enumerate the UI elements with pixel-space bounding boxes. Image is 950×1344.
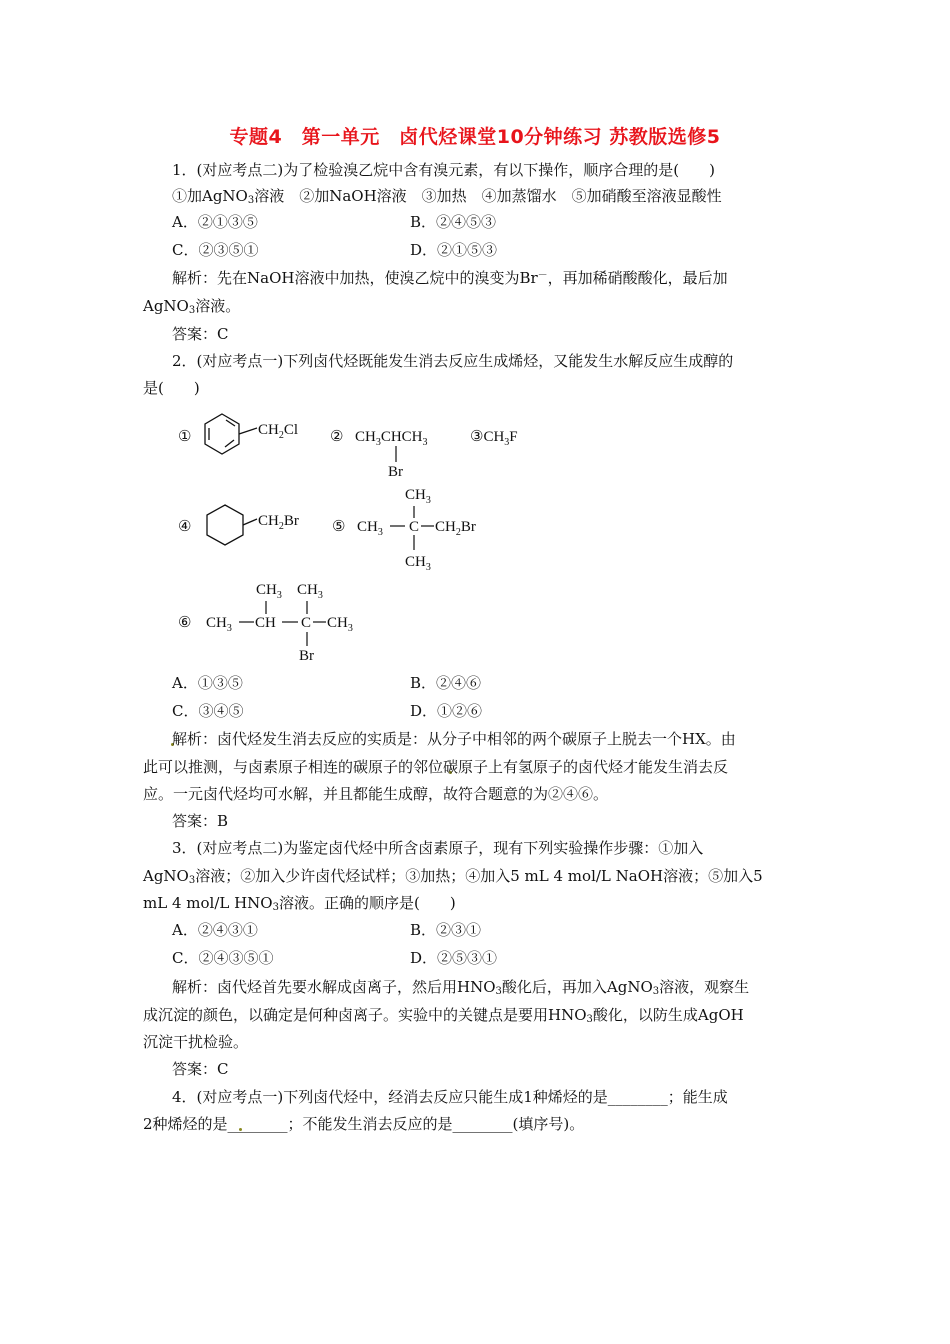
q3-explanation-3: 沉淀干扰检验。 — [143, 1033, 249, 1051]
q1-option-c: C．②③⑤① — [172, 241, 259, 259]
q1-operations: ①加AgNO$_3$溶液 ②加NaOH溶液 ③加热 ④加蒸馏水 ⑤加硝酸至溶液显酸性 — [172, 187, 722, 206]
q2-option-b: B．②④⑥ — [410, 674, 482, 692]
structure-4-group: $CH_2Br$ — [258, 513, 299, 532]
structure-6-top-2: $CH_3$ — [297, 582, 323, 601]
q2-explanation-3: 应。一元卤代烃均可水解，并且都能生成醇，故符合题意的为②④⑥。 — [143, 785, 609, 803]
structure-6-carbon: C — [301, 615, 312, 631]
q3-option-c: C．②④③⑤① — [172, 949, 274, 967]
structure-5-right: $CH_2Br$ — [435, 519, 476, 538]
q2-stem-2: 是( ) — [143, 379, 200, 397]
structure-2-br: Br — [388, 464, 403, 480]
benzene-ring — [205, 414, 257, 454]
q2-option-d: D．①②⑥ — [410, 702, 483, 720]
cyclohexane-ring — [207, 505, 257, 545]
q2-option-a: A．①③⑤ — [172, 674, 243, 692]
q1-explanation-2: AgNO$_3$溶液。 — [143, 297, 241, 316]
structure-5-number: ⑤ — [332, 519, 346, 535]
q3-explanation-1: 解析：卤代烃首先要水解成卤离子，然后用$HNO_3$酸化后，再加入AgNO$_3$溶液，观察生 — [172, 978, 750, 997]
q1-option-b: B．②④⑤③ — [410, 213, 497, 231]
q1-option-a: A．②①③⑤ — [172, 213, 258, 231]
structure-5-carbon: C — [409, 519, 420, 535]
q2-explanation-1: 解析：卤代烃发生消去反应的实质是：从分子中相邻的两个碳原子上脱去一个HX。由 — [172, 730, 736, 748]
q2-explanation-2: 此可以推测，与卤素原子相连的碳原子的邻位碳原子上有氢原子的卤代烃才能发生消去反 — [143, 758, 729, 776]
q3-stem-3: mL 4 mol/L $HNO_3$溶液。正确的顺序是( ) — [143, 894, 456, 913]
q3-stem-2: AgNO$_3$溶液；②加入少许卤代烃试样；③加热；④加入5 mL 4 mol/L NaOH溶液；⑤加入5 — [143, 867, 763, 886]
q1-answer: 答案：C — [172, 325, 229, 343]
q3-stem-1: 3．(对应考点二)为鉴定卤代烃中所含卤素原子，现有下列实验操作步骤：①加入 — [172, 839, 704, 857]
q2-structures — [0, 405, 950, 670]
q3-option-d: D．②⑤③① — [410, 949, 498, 967]
q2-option-c: C．③④⑤ — [172, 702, 244, 720]
structure-5-top: $CH_3$ — [405, 487, 431, 506]
q3-explanation-2: 成沉淀的颜色，以确定是何种卤离子。实验中的关键点是要用$HNO_3$酸化，以防生成AgOH — [143, 1006, 744, 1025]
structure-5-bottom: $CH_3$ — [405, 554, 431, 573]
q3-answer: 答案：C — [172, 1060, 229, 1078]
structure-6-top-1: $CH_3$ — [256, 582, 282, 601]
q1-option-d: D．②①⑤③ — [410, 241, 498, 259]
q3-option-a: A．②④③① — [172, 921, 258, 939]
structure-1-group: $CH_2Cl$ — [258, 422, 299, 441]
structure-5-left: $CH_3$ — [357, 519, 383, 538]
structure-4-number: ④ — [178, 519, 192, 535]
page-title: 专题4 第一单元 卤代烃课堂10分钟练习 苏教版选修5 — [229, 126, 721, 148]
structure-2-main: $CH_3CHCH_3$ — [355, 429, 428, 448]
q4-stem-1: 4．(对应考点一)下列卤代烃中，经消去反应只能生成1种烯烃的是________；能生成 — [172, 1088, 728, 1106]
structure-2-number: ② — [330, 429, 344, 445]
structure-6-number: ⑥ — [178, 615, 192, 631]
q1-explanation-1: 解析：先在NaOH溶液中加热，使溴乙烷中的溴变为Br－，再加稀硝酸酸化，最后加 — [172, 269, 728, 287]
q2-stem-1: 2．(对应考点一)下列卤代烃既能发生消去反应生成烯烃，又能发生水解反应生成醇的 — [172, 352, 734, 370]
q3-option-b: B．②③① — [410, 921, 482, 939]
structure-6-ch: CH — [255, 615, 276, 631]
structure-1-number: ① — [178, 429, 192, 445]
structure-6-left: $CH_3$ — [206, 615, 232, 634]
q2-answer: 答案：B — [172, 812, 229, 830]
q1-stem: 1．(对应考点二)为了检验溴乙烷中含有溴元素，有以下操作，顺序合理的是( ) — [172, 161, 715, 179]
structure-6-right: $CH_3$ — [327, 615, 353, 634]
structure-3: $③CH_3F$ — [470, 429, 518, 448]
structure-6-br: Br — [299, 648, 314, 664]
q4-stem-2: 2种烯烃的是________；不能发生消去反应的是________(填序号)。 — [143, 1115, 585, 1133]
